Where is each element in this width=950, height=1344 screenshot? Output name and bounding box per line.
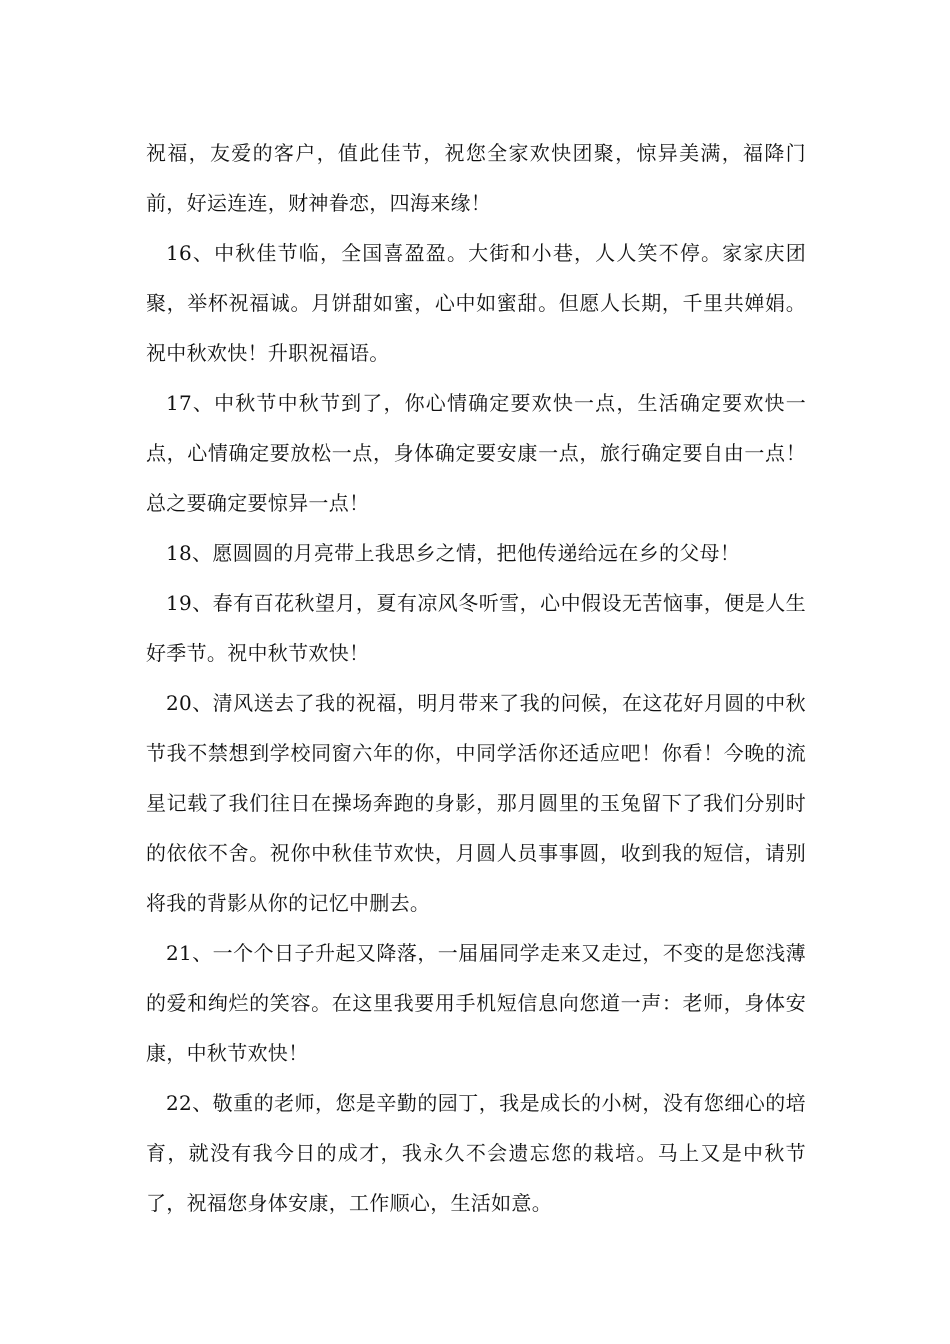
paragraph-20: 20、清风送去了我的祝福，明月带来了我的问候，在这花好月圆的中秋节我不禁想到学校同窗六年的你，中同学活你还适应吧！你看！今晚的流星记载了我们往日在操场奔跑的身影，那月圆里的玉兔留下了我们分别时的依依不舍。祝你中秋佳节欢快，月圆人员事事圆，收到我的短信，请别将我的背影从你的记忆中删去。 [146, 691, 806, 915]
paragraph-16: 16、中秋佳节临，全国喜盈盈。大街和小巷，人人笑不停。家家庆团聚，举杯祝福诚。月饼甜如蜜，心中如蜜甜。但愿人长期，千里共婵娟。祝中秋欢快！升职祝福语。 [146, 241, 806, 365]
paragraph-15-continued: 祝福，友爱的客户，值此佳节，祝您全家欢快团聚，惊异美满，福降门前，好运连连，财神眷恋，四海来缘！ [146, 141, 806, 215]
paragraph-21: 21、一个个日子升起又降落，一届届同学走来又走过，不变的是您浅薄的爱和绚烂的笑容。在这里我要用手机短信息向您道一声：老师，身体安康，中秋节欢快！ [146, 941, 806, 1065]
document-page [146, 128, 806, 1228]
paragraph-17: 17、中秋节中秋节到了，你心情确定要欢快一点，生活确定要欢快一点，心情确定要放松一点，身体确定要安康一点，旅行确定要自由一点！总之要确定要惊异一点！ [146, 391, 806, 515]
paragraph-22: 22、敬重的老师，您是辛勤的园丁，我是成长的小树，没有您细心的培育，就没有我今日的成才，我永久不会遗忘您的栽培。马上又是中秋节了，祝福您身体安康，工作顺心，生活如意。 [146, 1091, 806, 1215]
paragraph-18: 18、愿圆圆的月亮带上我思乡之情，把他传递给远在乡的父母！ [166, 541, 741, 565]
paragraph-19: 19、春有百花秋望月，夏有凉风冬听雪，心中假设无苦恼事，便是人生好季节。祝中秋节欢快！ [146, 591, 806, 665]
